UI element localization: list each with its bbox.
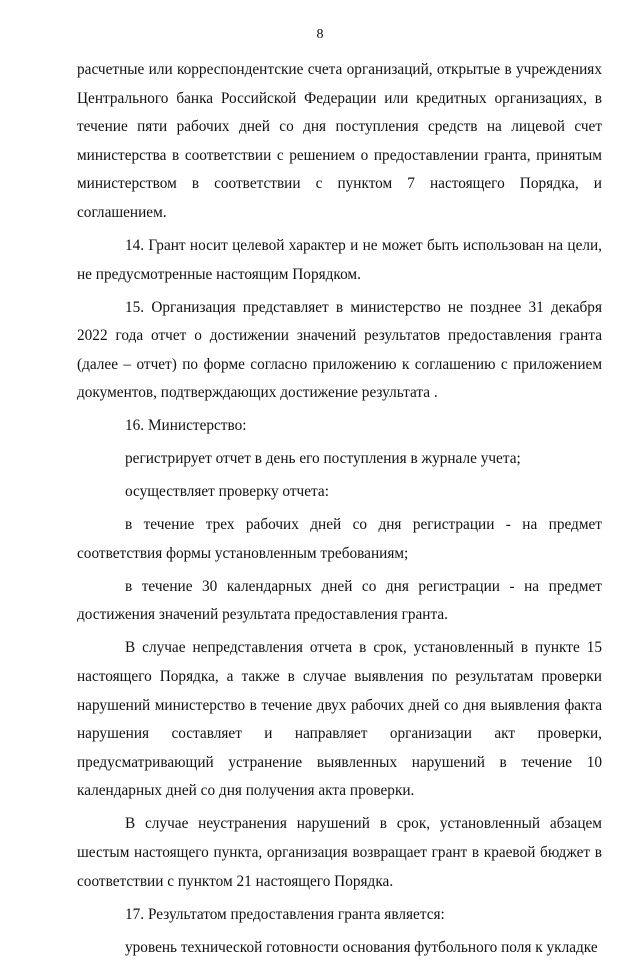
paragraph-check-results: в течение 30 календарных дней со дня регистрации - на предмет достижения значений результата предоставления гранта. [77, 577, 602, 624]
paragraph-item-15: 15. Организация представляет в министерство не позднее 31 декабря 2022 года отчет о достижении значений результатов предоставления гранта (далее – отчет) по форме согласно приложению к соглашению с приложением документов, подтверждающих достижение результата . [77, 298, 602, 402]
paragraph-accounts: расчетные или корреспондентские счета организаций, открытые в учреждениях Центрального банка Российской Федерации или кредитных организациях, в течение пяти рабочих дней со дня поступления средств на лицевой счет министерства в соответствии с решением о предоставлении гранта, принятым министерством в соответствии с пунктом 7 настоящего Порядка, и соглашением. [77, 61, 602, 221]
paragraph-item-14: 14. Грант носит целевой характер и не может быть использован на цели, не предусмотренные настоящим Порядком. [77, 236, 602, 283]
document-body [77, 56, 602, 967]
page-number: 8 [316, 27, 324, 42]
paragraph-grant-return: В случае неустранения нарушений в срок, установленный абзацем шестым настоящего пункта, организация возвращает грант в краевой бюджет в соответствии с пунктом 21 настоящего Порядка. [77, 815, 602, 890]
paragraph-item-17: 17. Результатом предоставления гранта является: [125, 905, 445, 923]
paragraph-readiness-level: уровень технической готовности основания футбольного поля к укладке [125, 938, 598, 956]
paragraph-checks-report: осуществляет проверку отчета: [125, 483, 329, 501]
paragraph-check-form: в течение трех рабочих дней со дня регистрации - на предмет соответствия формы установленным требованиям; [77, 516, 602, 562]
paragraph-nonsubmission: В случае непредставления отчета в срок, установленный в пункте 15 настоящего Порядка, а также в случае выявления по результатам проверки нарушений министерство в течение двух рабочих дней со дня выявления факта нарушения составляет и направляет организации акт проверки, предусматривающий устранение выявленных нарушений в течение 10 календарных дней со дня получения акта проверки. [77, 639, 602, 800]
paragraph-item-16: 16. Министерство: [125, 417, 247, 435]
paragraph-registers-report: регистрирует отчет в день его поступления в журнале учета; [125, 450, 521, 468]
